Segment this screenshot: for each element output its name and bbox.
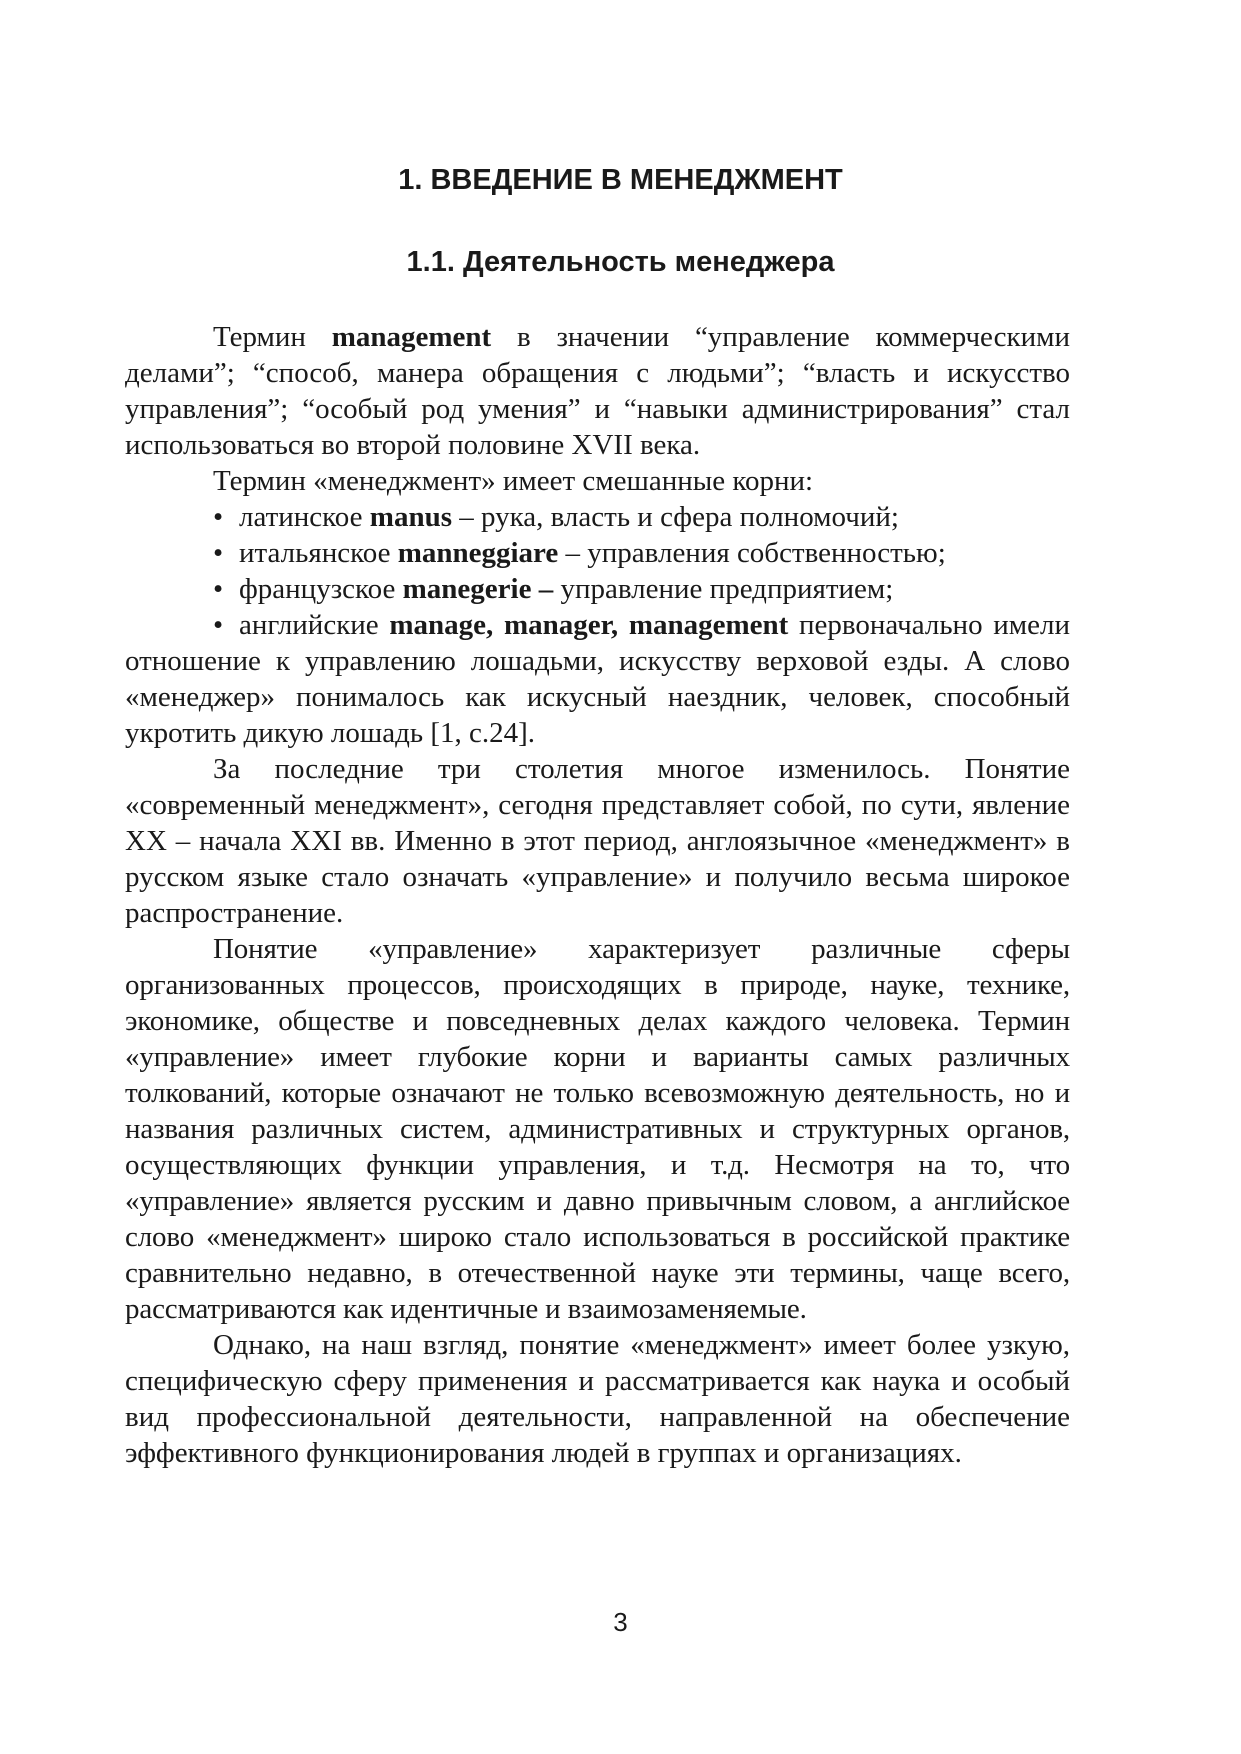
bullet-icon: • (213, 609, 224, 641)
chapter-title: 1. ВВЕДЕНИЕ В МЕНЕДЖМЕНТ (398, 164, 843, 196)
bullet-post: управление предприятием; (553, 573, 894, 605)
section-title: 1.1. Деятельность менеджера (406, 246, 835, 278)
bullet-post: – рука, власть и сфера полномочий; (451, 501, 899, 533)
bullet-pre: итальянское (239, 537, 398, 569)
paragraph-5: Однако, на наш взгляд, понятие «менеджмент» имеет более узкую, специфическую сферу применения и рассматривается как наука и особый вид профессиональной деятельности, направленной на обеспечение эффективного функционирования людей в группах и организациях. (125, 1329, 1070, 1469)
bullet-pre: латинское (239, 501, 370, 533)
bullet-icon: • (213, 501, 224, 533)
bullet-item-french (125, 571, 1070, 607)
bullet-icon: • (213, 537, 224, 569)
bullet-icon: • (213, 573, 224, 605)
paragraph-1-pre: Термин (213, 321, 332, 353)
bullet-item-latin (125, 499, 1070, 535)
paragraph-1 (125, 319, 1070, 463)
bullet-pre: французское (239, 573, 403, 605)
bullet-term: manneggiare (397, 537, 559, 569)
bullet-post: – управления собственностью; (558, 537, 946, 569)
paragraph-1-post: в значении “управление коммерческими делами”; “способ, манера обращения с людьми”; “власть и искусство управления”; “особый род умения” и “навыки администрирования” стал использоваться во второй половине XVII века. (125, 321, 1070, 461)
paragraph-3: За последние три столетия многое изменилось. Понятие «современный менеджмент», сегодня представляет собой, по сути, явление XX – начала XXI вв. Именно в этот период, англоязычное «менеджмент» в русском языке стало означать «управление» и получило весьма широкое распространение. (125, 753, 1070, 929)
bullet-item-italian (125, 535, 1070, 571)
term-management: management (331, 321, 492, 353)
bullet-term: manage, manager, management (389, 609, 789, 641)
bullet-term: manegerie – (402, 573, 554, 605)
bullet-item-english (125, 607, 1070, 751)
paragraph-4: Понятие «управление» характеризует различные сферы организованных процессов, происходящих в природе, науке, технике, экономике, обществе и повседневных делах каждого человека. Термин «управление» имеет глубокие корни и варианты самых различных толкований, которые означают не только всевозможную деятельность, но и названия различных систем, административных и структурных органов, осуществляющих функции управления, и т.д. Несмотря на то, что «управление» является русским и давно привычным словом, а английское слово «менеджмент» широко стало использоваться в российской практике сравнительно недавно, в отечественной науке эти термины, чаще всего, рассматриваются как идентичные и взаимозаменяемые. (125, 933, 1070, 1325)
paragraph-2: Термин «менеджмент» имеет смешанные корни: (213, 465, 814, 497)
page-number: 3 (613, 1607, 628, 1637)
bullet-term: manus (369, 501, 452, 533)
bullet-pre: английские (239, 609, 390, 641)
bullet-post: первоначально имели отношение к управлению лошадьми, искусству верховой езды. А слово «менеджер» понималось как искусный наездник, человек, способный укротить дикую лошадь [1, с.24]. (125, 609, 1071, 749)
body-text (125, 319, 1070, 1471)
